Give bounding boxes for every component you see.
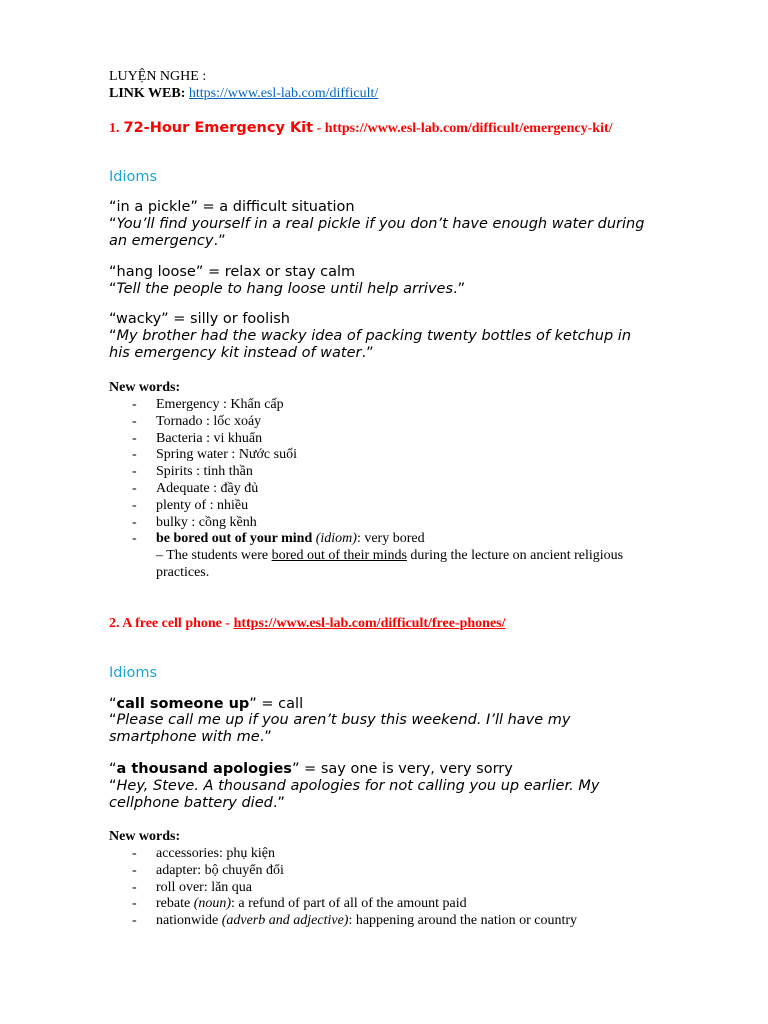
- example-underlined: bored out of their minds: [271, 548, 407, 563]
- section2-url[interactable]: https://www.esl-lab.com/difficult/free-phones/: [233, 616, 506, 631]
- link-web-label: LINK WEB:: [109, 86, 186, 101]
- section2-idioms-heading: Idioms: [109, 665, 158, 681]
- idiom-example-text: Tell the people to hang loose until help arrives: [116, 281, 454, 297]
- idiom-example: [109, 778, 599, 794]
- idiom-example: [109, 328, 631, 344]
- section2-title: 2. A free cell phone -: [109, 616, 234, 631]
- list-item: [156, 913, 577, 929]
- idiom-example-text: his emergency kit instead of water: [109, 345, 362, 361]
- idiom-example-text: cellphone battery died: [109, 795, 273, 811]
- quote-open: “: [109, 328, 117, 344]
- idiom-meaning: ” = say one is very, very sorry: [291, 761, 513, 777]
- bullet-dash: -: [132, 913, 137, 928]
- idiom-example: [156, 548, 623, 564]
- section1-heading: [109, 119, 613, 137]
- quote-close: .”: [361, 345, 374, 361]
- idiom-phrase: “hang loose” = relax or stay calm: [109, 264, 356, 280]
- idiom-example-cont: practices.: [156, 565, 210, 580]
- bullet-dash: -: [132, 863, 137, 878]
- bullet-dash: -: [132, 498, 137, 513]
- link-web-line: [109, 86, 378, 102]
- list-item: Adequate : đầy đủ: [156, 481, 259, 496]
- idiom-example-text: Hey, Steve. A thousand apologies for not calling you up earlier. My: [116, 778, 600, 794]
- quote-open: “: [109, 216, 117, 232]
- idiom-example-text: an emergency: [109, 233, 214, 249]
- bullet-dash: -: [132, 880, 137, 895]
- quote-open: “: [109, 696, 117, 712]
- link-web-url[interactable]: https://www.esl-lab.com/difficult/: [188, 86, 379, 101]
- list-item: accessories: phụ kiện: [156, 846, 275, 861]
- word-tag: (adverb and adjective): [221, 913, 349, 928]
- section1-idioms-heading: Idioms: [109, 169, 158, 185]
- bullet-dash: -: [132, 481, 137, 496]
- quote-close: .”: [213, 233, 226, 249]
- idiom-meaning: : very bored: [356, 531, 425, 546]
- bullet-dash: -: [132, 896, 137, 911]
- section1-new-words-heading: New words:: [109, 380, 181, 395]
- idiom-term: call someone up: [116, 696, 250, 712]
- list-item: Emergency : Khẩn cấp: [156, 397, 284, 412]
- idiom-example-cont: [109, 345, 374, 361]
- doc-title: LUYỆN NGHE :: [109, 69, 207, 84]
- section1-title: 72-Hour Emergency Kit: [123, 120, 314, 136]
- list-item: Spring water : Nước suối: [156, 447, 297, 462]
- example-prefix: – The students were: [156, 548, 272, 563]
- bullet-dash: -: [132, 515, 137, 530]
- quote-open: “: [109, 761, 117, 777]
- section1-separator: -: [313, 121, 325, 136]
- idiom-meaning: ” = call: [249, 696, 304, 712]
- word-meaning: : a refund of part of all of the amount paid: [231, 896, 467, 911]
- idiom-example: [109, 281, 465, 297]
- example-suffix: during the lecture on ancient religious: [406, 548, 624, 563]
- idiom-example-text: smartphone with me: [109, 729, 260, 745]
- bullet-dash: -: [132, 431, 137, 446]
- list-item: Tornado : lốc xoáy: [156, 414, 262, 429]
- list-item: roll over: lăn qua: [156, 880, 253, 895]
- list-item: adapter: bộ chuyển đổi: [156, 863, 284, 878]
- idiom-tag: (idiom): [315, 531, 357, 546]
- list-item-idiom: [156, 531, 425, 547]
- list-item: Bacteria : vi khuẩn: [156, 431, 263, 446]
- quote-open: “: [109, 281, 117, 297]
- idiom-example-text: My brother had the wacky idea of packing twenty bottles of ketchup in: [116, 328, 632, 344]
- quote-close: .”: [272, 795, 285, 811]
- idiom-phrase: [109, 761, 513, 777]
- list-item: Spirits : tinh thần: [156, 464, 253, 479]
- quote-close: .”: [259, 729, 272, 745]
- list-item: bulky : cồng kềnh: [156, 515, 257, 530]
- quote-open: “: [109, 712, 117, 728]
- idiom-term: be bored out of your mind: [156, 531, 313, 546]
- idiom-example: [109, 216, 644, 232]
- idiom-phrase: “in a pickle” = a difficult situation: [109, 199, 355, 215]
- section2-new-words-heading: New words:: [109, 829, 181, 844]
- bullet-dash: -: [132, 846, 137, 861]
- idiom-example-cont: [109, 795, 285, 811]
- idiom-example-text: Please call me up if you aren’t busy this weekend. I’ll have my: [116, 712, 571, 728]
- idiom-example: [109, 712, 571, 728]
- list-item: plenty of : nhiều: [156, 498, 249, 513]
- word-meaning: : happening around the nation or country: [348, 913, 578, 928]
- bullet-dash: -: [132, 447, 137, 462]
- bullet-dash: -: [132, 414, 137, 429]
- section2-heading: [109, 616, 506, 632]
- word-term: nationwide: [156, 913, 222, 928]
- section1-number: 1.: [109, 121, 120, 136]
- idiom-term: a thousand apologies: [116, 761, 292, 777]
- word-term: rebate: [156, 896, 194, 911]
- idiom-example-cont: [109, 729, 272, 745]
- bullet-dash: -: [132, 531, 137, 546]
- idiom-example-cont: [109, 233, 226, 249]
- quote-close: .”: [453, 281, 466, 297]
- idiom-example-text: You’ll find yourself in a real pickle if you don’t have enough water during: [116, 216, 645, 232]
- idiom-phrase: “wacky” = silly or foolish: [109, 311, 290, 327]
- list-item: [156, 896, 467, 912]
- bullet-dash: -: [132, 397, 137, 412]
- bullet-dash: -: [132, 464, 137, 479]
- quote-open: “: [109, 778, 117, 794]
- section1-url[interactable]: https://www.esl-lab.com/difficult/emergency-kit/: [324, 121, 613, 136]
- word-tag: (noun): [193, 896, 232, 911]
- idiom-phrase: [109, 696, 303, 712]
